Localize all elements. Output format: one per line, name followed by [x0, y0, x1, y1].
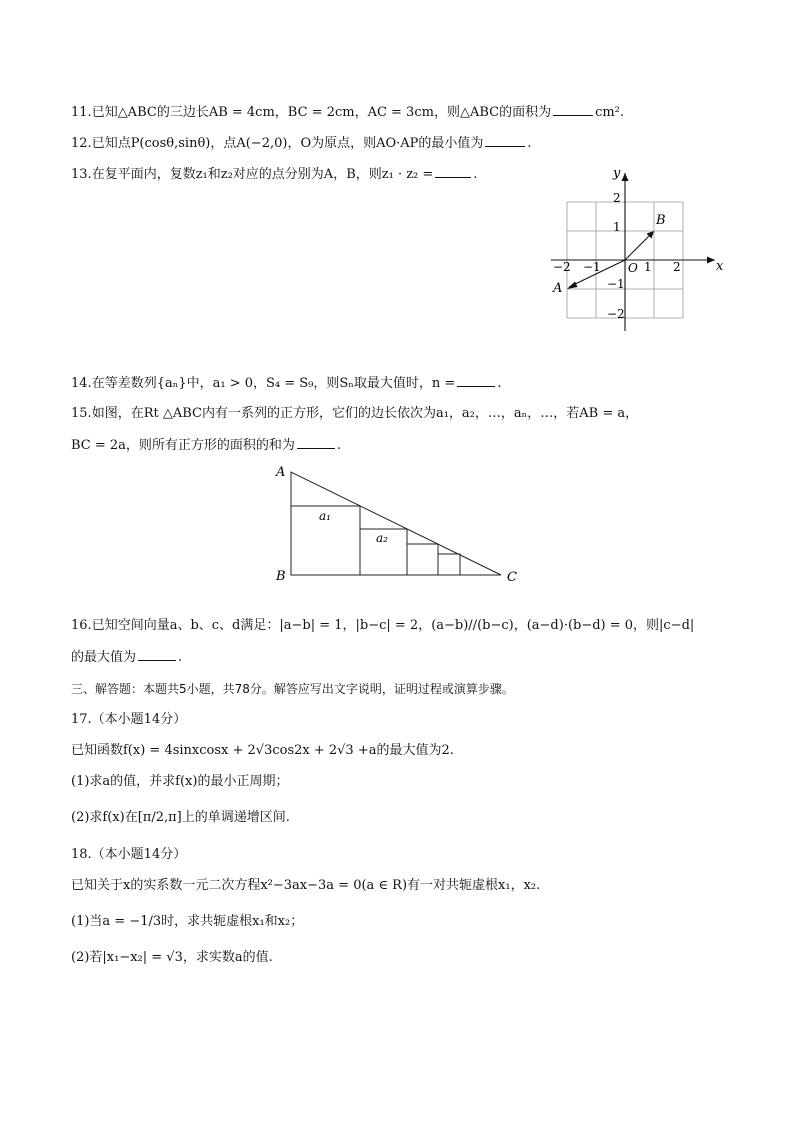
- square-a1-label: a₁: [319, 509, 331, 523]
- section-3-heading: 三、解答题：本题共5小题，共78分。解答应写出文字说明，证明过程或演算步骤。: [71, 682, 514, 696]
- question-15-line-2: [71, 436, 341, 455]
- point-a-label: A: [553, 281, 563, 296]
- q17-header: 17.（本小题14分）: [71, 712, 187, 727]
- q11-number: 11.: [71, 105, 92, 120]
- tick-y-2: 2: [613, 191, 621, 205]
- vector-oa-arrow-icon: [567, 282, 578, 290]
- q16-text-2: 的最大值为: [71, 650, 137, 665]
- question-11: [71, 103, 624, 122]
- q13-tail: .: [473, 167, 478, 182]
- q17-stem: 已知函数f(x) = 4sinxcosx + 2√3cos2x + 2√3 +a的最大值为2.: [71, 743, 454, 758]
- q17-part-1: (1)求a的值，并求f(x)的最小正周期；: [71, 774, 289, 789]
- square-a4: [438, 554, 460, 575]
- question-13: [71, 165, 477, 184]
- tick-x-neg1: −1: [583, 260, 601, 274]
- q11-answer-blank[interactable]: [553, 103, 593, 116]
- q13-coordinate-figure: [545, 163, 730, 338]
- q13-number: 13.: [71, 167, 92, 182]
- vertex-b-label: B: [276, 569, 286, 584]
- q14-text: 在等差数列{aₙ}中，a₁ > 0，S₄ = S₉，则Sₙ取最大值时，n =: [91, 376, 456, 391]
- tick-y-1: 1: [613, 220, 621, 234]
- q15-number: 15.: [71, 406, 92, 421]
- right-triangle-abc: [291, 472, 501, 575]
- vertex-a-label: A: [276, 465, 286, 480]
- square-a2-label: a₂: [376, 531, 388, 545]
- question-14: [71, 374, 501, 393]
- q17-part-2: (2)求f(x)在[π/2,π]上的单调递增区间.: [71, 810, 290, 825]
- q11-unit: cm².: [595, 105, 625, 120]
- q12-number: 12.: [71, 136, 92, 151]
- q15-triangle-figure: [268, 460, 528, 588]
- q14-answer-blank[interactable]: [457, 374, 495, 387]
- q15-tail: .: [336, 438, 342, 453]
- x-axis-arrow-icon: [707, 257, 715, 264]
- point-b-label: B: [656, 213, 666, 228]
- q18-part-2: (2)若|x₁−x₂| = √3，求实数a的值.: [71, 950, 273, 965]
- q16-tail: .: [178, 650, 183, 665]
- vertex-c-label: C: [507, 570, 517, 585]
- q14-tail: .: [497, 376, 502, 391]
- q13-answer-blank[interactable]: [435, 165, 471, 178]
- square-a3: [407, 544, 438, 575]
- q16-number: 16.: [71, 618, 92, 633]
- question-15-line-1: [71, 405, 638, 423]
- q12-text: 已知点P(cosθ,sinθ)，点A(−2,0)，O为原点，则AO·AP的最小值为: [91, 136, 484, 151]
- q15-text-2: BC = 2a，则所有正方形的面积的和为: [71, 438, 295, 453]
- q18-header: 18.（本小题14分）: [71, 847, 187, 862]
- tick-x-2: 2: [673, 260, 681, 274]
- q16-text-1: 已知空间向量a、b、c、d满足：|a−b| = 1，|b−c| = 2，(a−b)//(b−c)，(a−d)·(b−d) = 0，则|c−d|: [91, 618, 695, 633]
- y-axis-arrow-icon: [622, 173, 629, 181]
- vector-ob: [625, 233, 652, 260]
- x-axis-label: x: [716, 259, 724, 274]
- q13-text: 在复平面内，复数z₁和z₂对应的点分别为A，B，则z₁ · z₂ =: [91, 167, 434, 182]
- q12-tail: .: [527, 136, 532, 151]
- question-16-line-1: [71, 617, 694, 635]
- y-axis-label: y: [613, 166, 621, 181]
- question-16-line-2: [71, 648, 182, 667]
- q18-stem: 已知关于x的实系数一元二次方程x²−3ax−3a = 0(a ∈ R)有一对共轭虚根x₁，x₂.: [71, 878, 541, 893]
- q11-text: 已知△ABC的三边长AB = 4cm，BC = 2cm，AC = 3cm，则△ABC的面积为: [91, 105, 552, 120]
- origin-label: O: [628, 261, 638, 275]
- tick-y-neg1: −1: [607, 277, 625, 291]
- q14-number: 14.: [71, 376, 92, 391]
- question-12: [71, 134, 532, 153]
- tick-y-neg2: −2: [607, 307, 625, 321]
- q16-answer-blank[interactable]: [138, 648, 176, 661]
- tick-x-1: 1: [644, 260, 652, 274]
- q12-answer-blank[interactable]: [485, 134, 525, 147]
- q15-text-1: 如图，在Rt △ABC内有一系列的正方形，它们的边长依次为a₁，a₂，…，aₙ，…，若AB = a，: [91, 406, 639, 421]
- tick-x-neg2: −2: [553, 260, 571, 274]
- q15-answer-blank[interactable]: [297, 436, 335, 449]
- q18-part-1: (1)当a = −1/3时，求共轭虚根x₁和x₂；: [71, 914, 304, 929]
